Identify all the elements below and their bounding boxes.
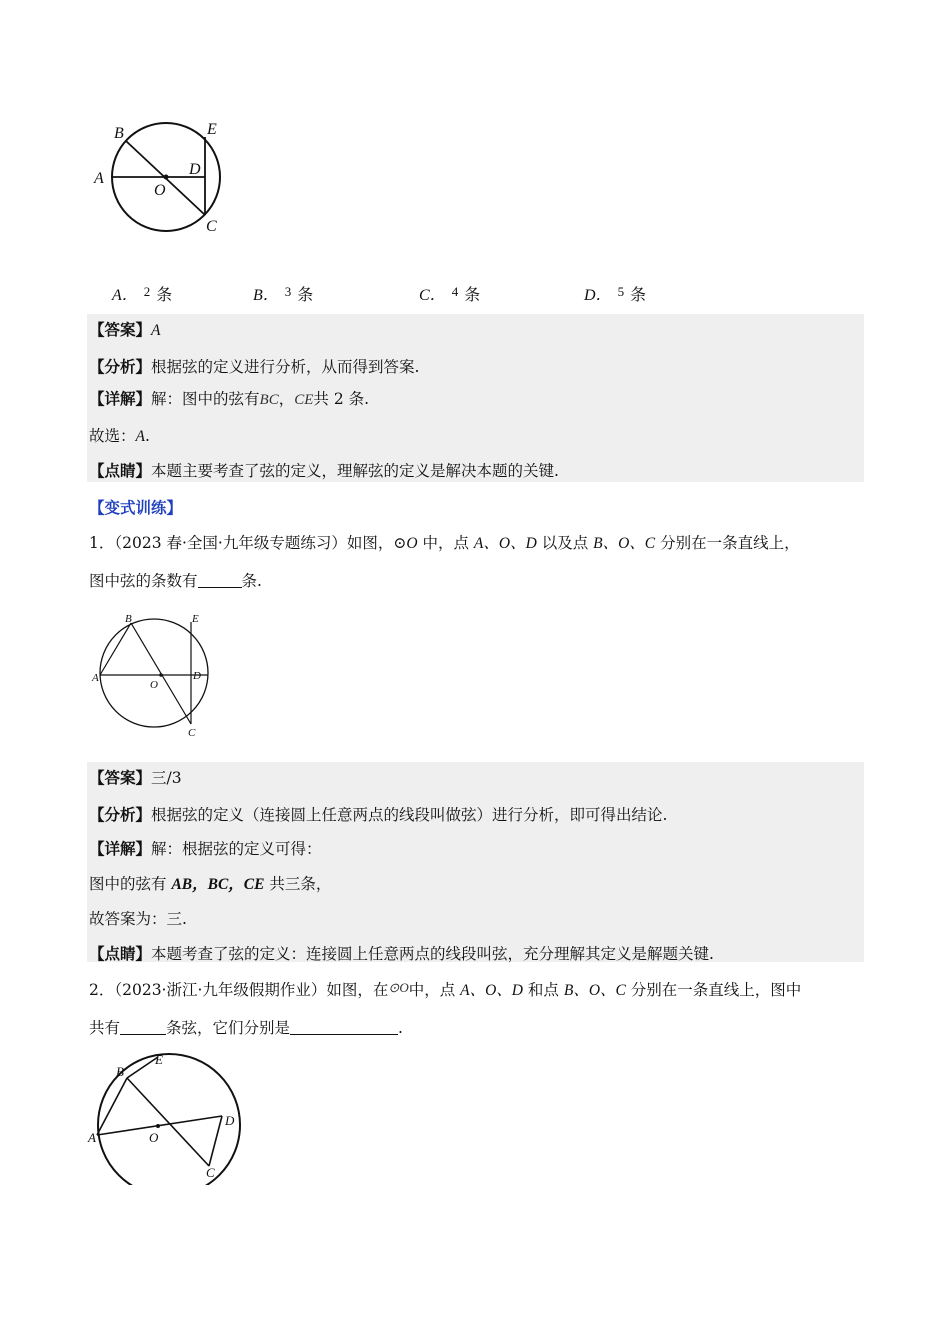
label-B: B bbox=[116, 1064, 124, 1079]
q2-text-b: 中，点 bbox=[408, 981, 461, 999]
chord-DC bbox=[209, 1116, 222, 1166]
chord-AB bbox=[97, 1078, 127, 1135]
chords-text-b: 共三条， bbox=[264, 875, 332, 893]
label-C: C bbox=[188, 727, 196, 739]
q1-line2-a: 图中弦的条数有 bbox=[89, 572, 198, 590]
label-B: B bbox=[125, 613, 132, 625]
chords-line bbox=[89, 872, 331, 894]
answer-value: A bbox=[151, 322, 161, 339]
analysis-text: 根据弦的定义进行分析，从而得到答案. bbox=[151, 358, 420, 376]
label-E: E bbox=[207, 121, 217, 138]
circle-outline bbox=[100, 619, 208, 727]
option-d-unit: 条 bbox=[630, 285, 647, 304]
q2-text-d: 分别在一条直线上，图中 bbox=[625, 981, 802, 999]
comment-line-1 bbox=[89, 459, 559, 481]
circle-O-symbol: ⊙O bbox=[388, 980, 409, 995]
q1-O: O bbox=[406, 535, 418, 552]
option-b bbox=[253, 282, 313, 305]
q2-line-1 bbox=[89, 978, 801, 1000]
label-E: E bbox=[155, 1052, 163, 1067]
option-a bbox=[112, 282, 172, 305]
detail-line-2 bbox=[89, 837, 322, 859]
option-d-value: 5 bbox=[617, 284, 625, 299]
answer-line-1 bbox=[89, 318, 160, 340]
answer-blank bbox=[198, 573, 242, 588]
math-CE: CE bbox=[294, 392, 314, 408]
label-B: B bbox=[114, 125, 124, 142]
label-A: A bbox=[94, 170, 104, 187]
label-O: O bbox=[154, 182, 166, 199]
option-b-unit: 条 bbox=[297, 285, 314, 304]
q1-text-c: 以及点 bbox=[536, 534, 594, 552]
circle-symbol: ⊙ bbox=[393, 534, 407, 552]
math-BC: BC bbox=[259, 392, 279, 408]
option-a-value: 2 bbox=[143, 284, 151, 299]
center-point bbox=[159, 673, 163, 677]
label-C: C bbox=[206, 218, 217, 235]
option-c-letter: C． bbox=[419, 287, 446, 304]
q2-points-1: A、O、D bbox=[460, 982, 523, 999]
q1-text-a: 1．（2023 春·全国·九年级专题练习）如图， bbox=[89, 534, 394, 552]
count-blank bbox=[120, 1020, 166, 1035]
comment-text: 本题主要考查了弦的定义，理解弦的定义是解决本题的关键. bbox=[151, 462, 559, 480]
label-D: D bbox=[189, 161, 201, 178]
chord-BC bbox=[127, 1078, 209, 1166]
q1-text-d: 分别在一条直线上， bbox=[655, 534, 800, 552]
label-D: D bbox=[193, 670, 201, 682]
choice-text: 故选： bbox=[89, 427, 136, 445]
q2-text-c: 和点 bbox=[523, 981, 564, 999]
final-line: 故答案为：三. bbox=[89, 910, 187, 928]
detail-tag: 【详解】 bbox=[89, 389, 152, 408]
q1-points-2: B、O、C bbox=[593, 535, 656, 552]
option-b-letter: B． bbox=[253, 287, 279, 304]
chords-blank bbox=[290, 1020, 398, 1035]
option-b-value: 3 bbox=[284, 284, 292, 299]
detail-line-1 bbox=[89, 387, 369, 409]
q1-points-1: A、O、D bbox=[473, 535, 537, 552]
figure-2-circle-diagram bbox=[88, 610, 223, 742]
analysis-line-2 bbox=[89, 803, 667, 825]
chord-AB bbox=[100, 623, 131, 675]
label-D: D bbox=[225, 1113, 235, 1128]
comment-tag: 【点睛】 bbox=[89, 461, 152, 480]
q2-line2-b: 条弦，它们分别是 bbox=[166, 1019, 291, 1037]
answer-box-2 bbox=[87, 762, 864, 962]
q1-line-1 bbox=[89, 531, 800, 553]
center-point bbox=[156, 1124, 160, 1128]
comment-tag: 【点睛】 bbox=[89, 944, 152, 963]
label-A: A bbox=[92, 672, 99, 684]
detail-text-b: 共 2 条. bbox=[313, 390, 370, 408]
figure-1-circle-diagram bbox=[88, 112, 238, 242]
comment-line-2 bbox=[89, 942, 714, 964]
choice-line-1 bbox=[89, 424, 150, 446]
label-O: O bbox=[150, 679, 158, 691]
option-a-letter: A． bbox=[112, 287, 138, 304]
analysis-tag: 【分析】 bbox=[89, 805, 152, 824]
answer-tag: 【答案】 bbox=[89, 320, 152, 339]
section-title: 【变式训练】 bbox=[89, 498, 183, 517]
q2-line-2 bbox=[89, 1016, 403, 1038]
center-point bbox=[164, 175, 169, 180]
q1-line2-b: 条. bbox=[241, 572, 262, 590]
choice-end: . bbox=[144, 427, 150, 445]
analysis-tag: 【分析】 bbox=[89, 357, 152, 376]
q2-line2-a: 共有 bbox=[89, 1019, 121, 1037]
q2-text-a: 2．（2023·浙江·九年级假期作业）如图，在 bbox=[89, 981, 389, 999]
answer-value: 三/3 bbox=[151, 769, 182, 787]
analysis-text: 根据弦的定义（连接圆上任意两点的线段叫做弦）进行分析，即可得出结论. bbox=[151, 806, 668, 824]
option-d-letter: D． bbox=[584, 287, 612, 304]
answer-tag: 【答案】 bbox=[89, 768, 152, 787]
label-E: E bbox=[192, 613, 199, 625]
option-c-value: 4 bbox=[451, 284, 459, 299]
detail-tag: 【详解】 bbox=[89, 839, 152, 858]
q2-line2-c: . bbox=[398, 1019, 403, 1037]
chords-text-a: 图中的弦有 bbox=[89, 875, 172, 893]
option-d bbox=[584, 282, 646, 305]
option-c bbox=[419, 282, 480, 305]
q1-text-b: 中，点 bbox=[417, 534, 474, 552]
q2-points-2: B、O、C bbox=[563, 982, 626, 999]
label-A: A bbox=[88, 1130, 96, 1145]
detail-sep: ， bbox=[278, 390, 295, 408]
option-c-unit: 条 bbox=[464, 285, 481, 304]
choice-value: A bbox=[135, 428, 145, 445]
chords-list: AB，BC，CE bbox=[171, 876, 265, 893]
option-a-unit: 条 bbox=[156, 285, 173, 304]
answer-line-2 bbox=[89, 766, 182, 788]
detail-text: 解：根据弦的定义可得： bbox=[151, 840, 322, 858]
label-C: C bbox=[206, 1165, 215, 1180]
comment-text: 本题考查了弦的定义：连接圆上任意两点的线段叫弦，充分理解其定义是解题关键. bbox=[151, 945, 714, 963]
analysis-line-1 bbox=[89, 355, 419, 377]
label-O: O bbox=[149, 1130, 159, 1145]
q1-line-2 bbox=[89, 569, 262, 591]
figure-3-circle-diagram bbox=[85, 1050, 245, 1185]
detail-text-a: 解：图中的弦有 bbox=[151, 390, 260, 408]
